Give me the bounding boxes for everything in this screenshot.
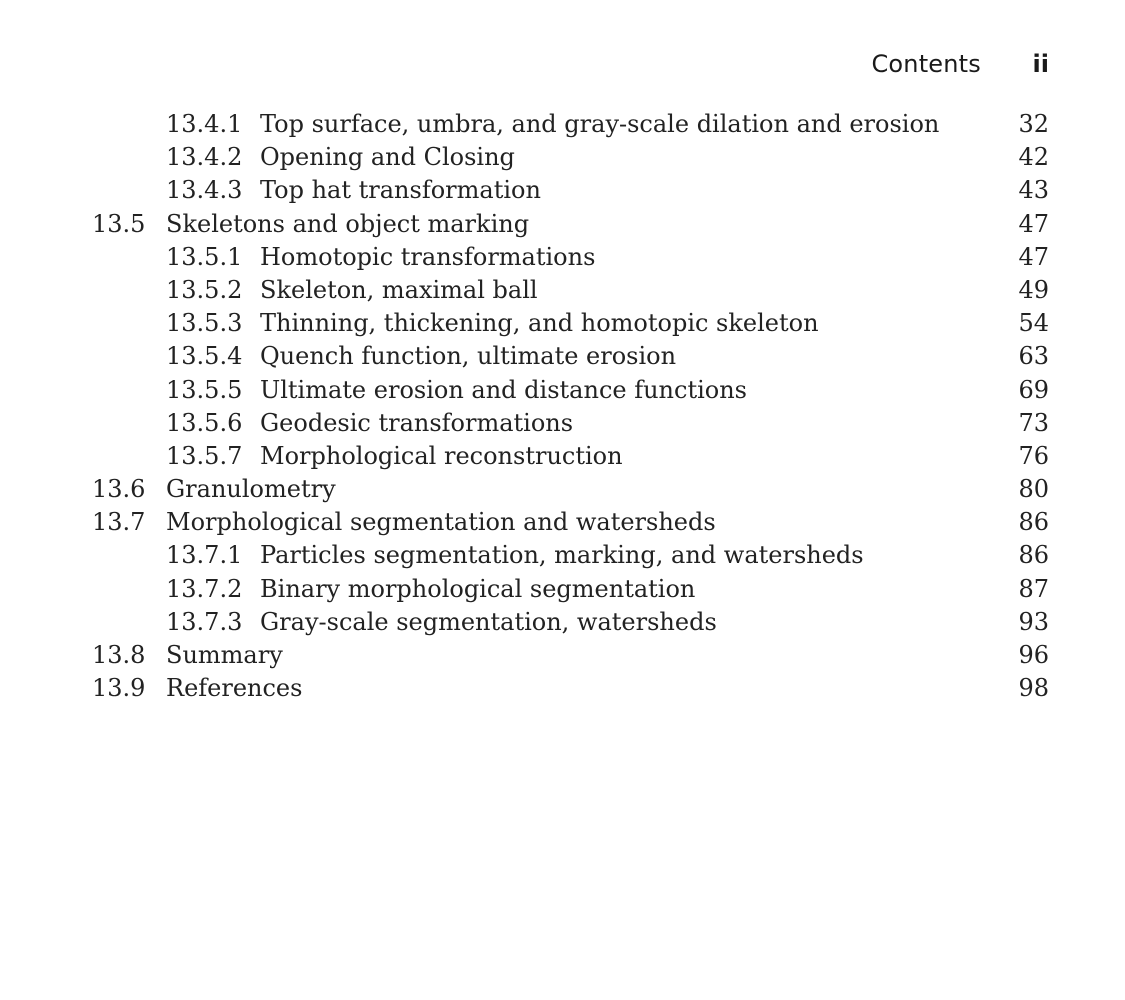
toc-entry-title: Homotopic transformations <box>260 242 596 271</box>
running-head-title: Contents <box>871 50 981 78</box>
toc-entry-13-5-2[interactable] <box>0 274 1125 307</box>
toc-entry-number: 13.6 <box>92 475 146 504</box>
toc-entry-number: 13.7 <box>92 508 146 537</box>
toc-entry-number: 13.4.3 <box>166 176 243 205</box>
toc-entry-13-5-7[interactable] <box>0 440 1125 473</box>
page-number: ii <box>1032 50 1049 78</box>
toc-entry-13-7-1[interactable] <box>0 539 1125 572</box>
toc-entry-number: 13.5.4 <box>166 342 243 371</box>
toc-entry-page: 96 <box>1018 641 1049 669</box>
toc-entry-13-5-3[interactable] <box>0 307 1125 340</box>
toc-entry-13-8[interactable] <box>0 639 1125 672</box>
toc-entry-13-5-4[interactable] <box>0 340 1125 373</box>
toc-entry-title: Ultimate erosion and distance functions <box>260 375 747 404</box>
toc-entry-title: Summary <box>166 641 283 669</box>
toc-entry-page: 42 <box>1018 143 1049 172</box>
toc-entry-number: 13.9 <box>92 674 146 703</box>
toc-entry-title: Granulometry <box>166 475 336 504</box>
toc-entry-number: 13.4.2 <box>166 143 243 172</box>
toc-entry-number: 13.7.1 <box>166 541 243 570</box>
toc-entry-title: References <box>166 674 303 703</box>
toc-entry-title: Quench function, ultimate erosion <box>260 342 677 371</box>
toc-entry-page: 98 <box>1018 674 1049 703</box>
toc-entry-number: 13.5.5 <box>166 375 243 404</box>
toc-entry-page: 32 <box>1018 110 1049 138</box>
toc-entry-13-5[interactable] <box>0 208 1125 241</box>
toc-entry-number: 13.5.3 <box>166 309 243 338</box>
toc-entry-13-4-3[interactable] <box>0 174 1125 207</box>
toc-entry-page: 93 <box>1018 607 1049 636</box>
toc-entry-13-5-6[interactable] <box>0 407 1125 440</box>
toc-entry-number: 13.4.1 <box>166 110 243 138</box>
toc-entry-number: 13.7.3 <box>166 607 243 636</box>
toc-entry-number: 13.5.6 <box>166 408 243 437</box>
toc-entry-13-4-1[interactable] <box>0 108 1125 141</box>
toc-entry-title: Skeleton, maximal ball <box>260 275 538 304</box>
toc-entry-number: 13.5 <box>92 209 146 238</box>
toc-entry-page: 80 <box>1018 475 1049 504</box>
toc-entry-13-4-2[interactable] <box>0 141 1125 174</box>
toc-entry-13-7[interactable] <box>0 506 1125 539</box>
toc-entry-13-7-3[interactable] <box>0 606 1125 639</box>
toc-entry-page: 86 <box>1018 541 1049 570</box>
toc-entry-title: Opening and Closing <box>260 143 515 172</box>
toc-entry-number: 13.5.7 <box>166 441 243 470</box>
toc-entry-title: Particles segmentation, marking, and watersheds <box>260 541 864 570</box>
toc-entry-title: Geodesic transformations <box>260 408 574 437</box>
toc-entry-page: 86 <box>1018 508 1049 537</box>
toc-entry-title: Binary morphological segmentation <box>260 574 696 603</box>
toc-entry-title: Morphological reconstruction <box>260 441 623 470</box>
toc-entry-page: 43 <box>1018 176 1049 205</box>
toc-entry-page: 49 <box>1018 275 1049 304</box>
toc-entry-title: Gray-scale segmentation, watersheds <box>260 607 717 636</box>
toc-entry-title: Top hat transformation <box>260 176 541 205</box>
toc-entry-13-7-2[interactable] <box>0 573 1125 606</box>
toc-entry-page: 47 <box>1018 209 1049 238</box>
toc-entry-number: 13.5.2 <box>166 275 243 304</box>
toc-entry-page: 47 <box>1018 242 1049 271</box>
toc-entry-title: Morphological segmentation and watersheds <box>166 508 716 537</box>
toc-entry-13-9[interactable] <box>0 672 1125 705</box>
toc-entry-13-5-1[interactable] <box>0 241 1125 274</box>
toc-entry-page: 63 <box>1018 342 1049 371</box>
toc-entry-13-6[interactable] <box>0 473 1125 506</box>
toc-entry-page: 54 <box>1018 309 1049 338</box>
toc-entry-title: Thinning, thickening, and homotopic skeleton <box>260 309 819 338</box>
toc-entry-title: Skeletons and object marking <box>166 209 530 238</box>
toc-entry-13-5-5[interactable] <box>0 374 1125 407</box>
running-head <box>0 46 1125 82</box>
toc-entry-page: 69 <box>1018 375 1049 404</box>
toc-entry-page: 76 <box>1018 441 1049 470</box>
toc-entry-number: 13.5.1 <box>166 242 243 271</box>
toc-entry-number: 13.8 <box>92 641 146 669</box>
toc-entry-number: 13.7.2 <box>166 574 243 603</box>
toc-entry-page: 87 <box>1018 574 1049 603</box>
toc-entry-title: Top surface, umbra, and gray-scale dilation and erosion <box>260 110 940 138</box>
table-of-contents <box>0 108 1125 705</box>
toc-entry-page: 73 <box>1018 408 1049 437</box>
